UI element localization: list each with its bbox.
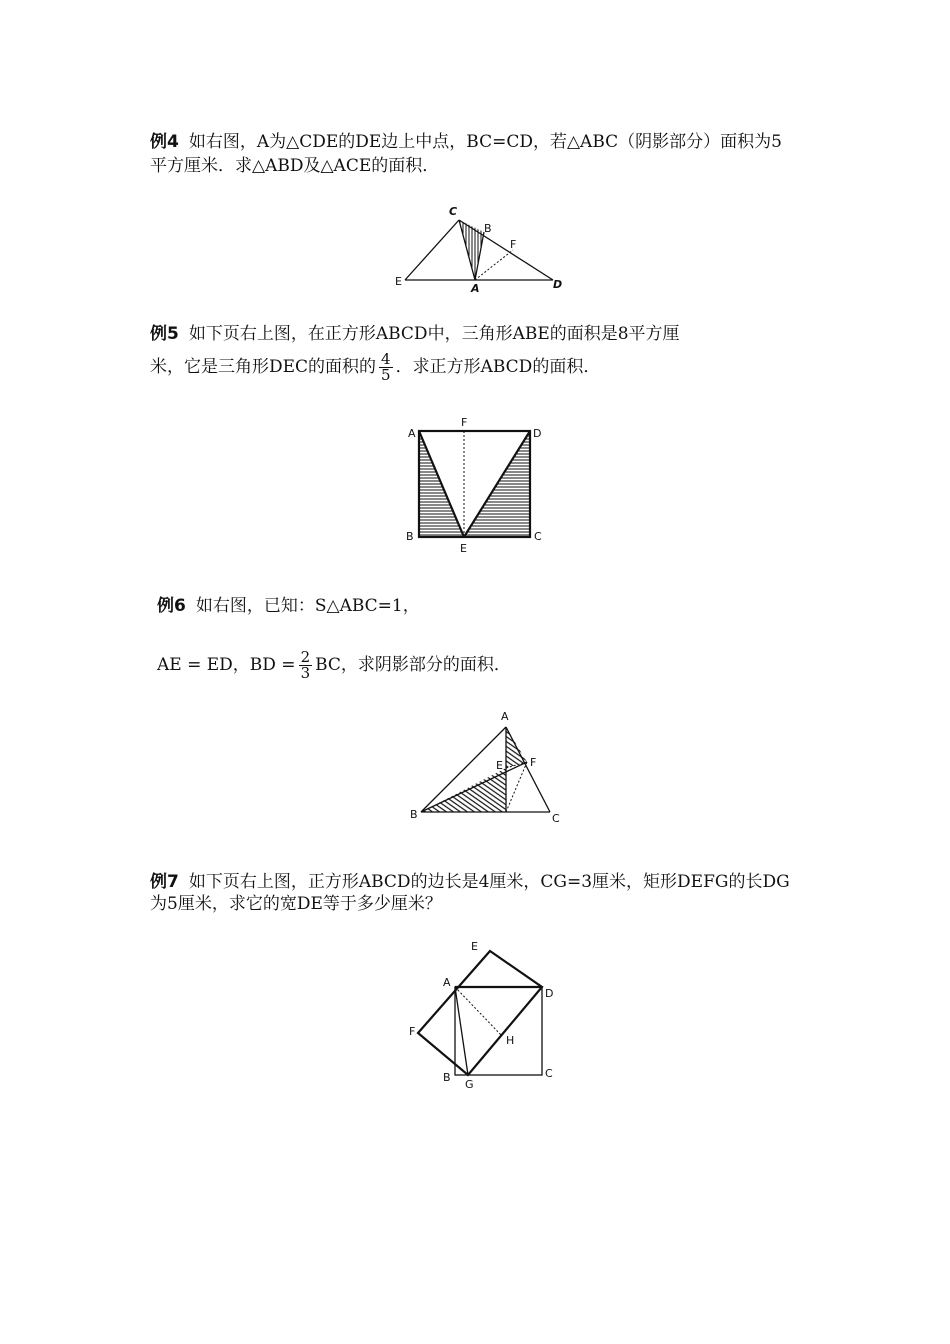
ex5-label-d: D xyxy=(533,427,542,440)
ex4-label: 例4 xyxy=(150,132,179,152)
ex7-edge-ag xyxy=(455,987,468,1075)
ex7-label-h: H xyxy=(506,1034,515,1047)
ex4-label-b: B xyxy=(484,222,492,235)
ex7-square-abcd xyxy=(455,987,542,1075)
ex6-frac-den: 3 xyxy=(300,664,311,682)
ex4-label-d: D xyxy=(553,278,563,291)
ex5-label-e: E xyxy=(460,542,467,555)
ex5-label-b: B xyxy=(406,530,414,543)
ex5-label-f: F xyxy=(461,416,468,429)
ex5-line2-pre: 米，它是三角形DEC的面积的 xyxy=(150,357,377,377)
ex5-label: 例5 xyxy=(150,324,179,344)
ex6-label-a: A xyxy=(501,710,509,723)
ex4-label-e: E xyxy=(395,275,402,288)
ex6-label-b: B xyxy=(410,808,418,821)
ex6-line1: 如右图，已知：S△ABC=1， xyxy=(195,596,420,616)
ex5-label-a: A xyxy=(408,427,416,440)
ex5-frac-num: 4 xyxy=(381,350,391,368)
ex6-line2-post: BC，求阴影部分的面积． xyxy=(315,655,511,675)
ex4-text-line2: 平方厘米．求△ABD及△ACE的面积． xyxy=(150,156,440,176)
ex6-line2-pre: AE = ED，BD = xyxy=(157,655,296,675)
ex4-label-a: A xyxy=(471,282,480,295)
ex7-label-b: B xyxy=(443,1071,451,1084)
ex5-line1: 如下页右上图，在正方形ABCD中，三角形ABE的面积是8平方厘 xyxy=(188,324,680,344)
ex6-label-e: E xyxy=(496,759,503,772)
ex7-text-line2: 为5厘米，求它的宽DE等于多少厘米？ xyxy=(150,894,442,914)
ex5-label-c: C xyxy=(534,530,542,543)
ex4-label-f: F xyxy=(510,238,517,251)
ex7-label-g: G xyxy=(465,1078,474,1091)
ex7-edge-ah xyxy=(455,987,502,1036)
ex5-frac-den: 5 xyxy=(381,366,391,384)
ex6-label-f: F xyxy=(530,756,537,769)
ex4-label-c: C xyxy=(449,205,458,218)
ex7-line1: 如下页右上图，正方形ABCD的边长是4厘米，CG=3厘米，矩形DEFG的长DG xyxy=(188,872,790,892)
ex6-label-c: C xyxy=(552,812,560,825)
ex7-label-f: F xyxy=(409,1025,416,1038)
ex6-frac-num: 2 xyxy=(300,648,311,666)
ex7-label-a: A xyxy=(443,976,451,989)
ex5-line2-post: ．求正方形ABCD的面积． xyxy=(395,357,601,377)
ex4-line1: 如右图，A为△CDE的DE边上中点，BC=CD，若△ABC（阴影部分）面积为5 xyxy=(188,132,782,152)
ex7-label-c: C xyxy=(545,1067,553,1080)
ex7-label-d: D xyxy=(545,987,554,1000)
ex7-label: 例7 xyxy=(150,872,179,892)
ex7-label-e: E xyxy=(471,940,478,953)
ex6-label: 例6 xyxy=(157,596,186,616)
